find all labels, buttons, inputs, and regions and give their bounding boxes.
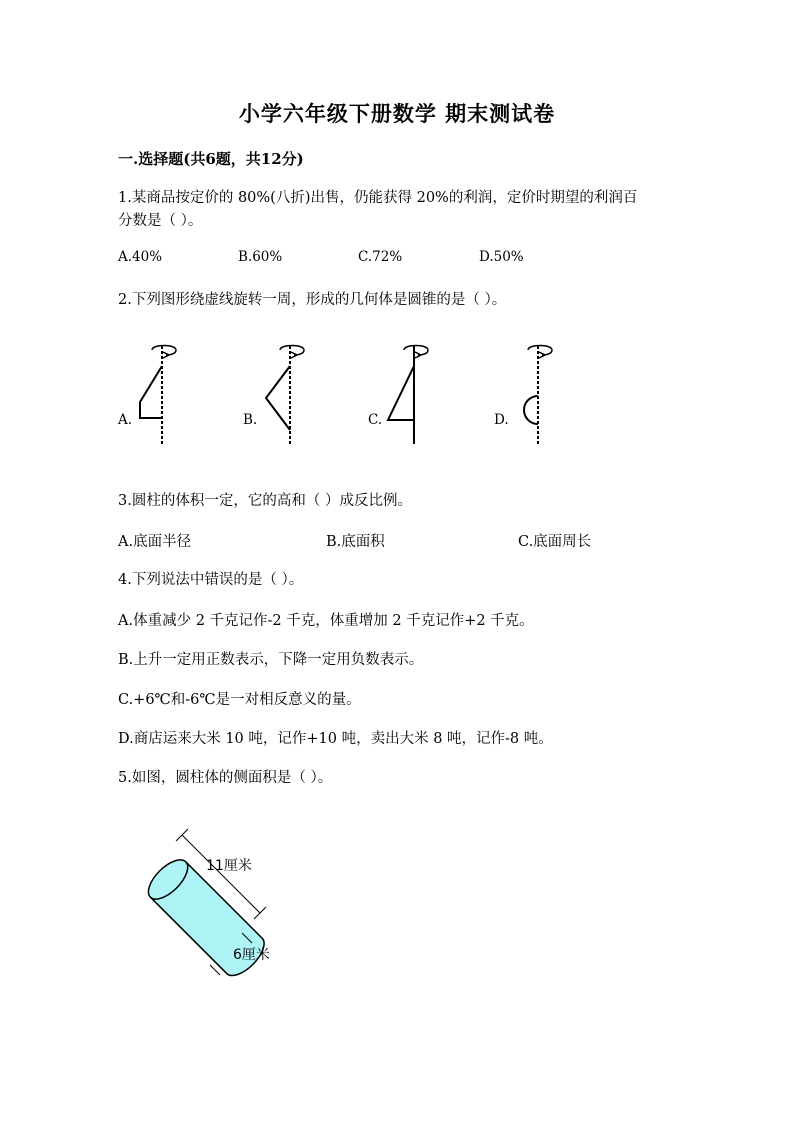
question-5-text: 5.如图，圆柱体的侧面积是（ ）。 [118, 770, 333, 786]
question-3-option-b[interactable]: B.底面积 [326, 534, 385, 550]
diameter-dimension-mark [210, 965, 220, 975]
question-4-option-b[interactable]: B.上升一定用正数表示，下降一定用负数表示。 [118, 652, 424, 668]
question-4-option-d[interactable]: D.商店运来大米 10 吨，记作+10 吨，卖出大米 8 吨，记作-8 吨。 [118, 731, 553, 747]
figure-d-label: D. [494, 412, 509, 428]
figure-a-label: A. [118, 412, 133, 428]
question-4-text: 4.下列说法中错误的是（ ）。 [118, 572, 304, 588]
question-3-text: 3.圆柱的体积一定，它的高和（ ）成反比例。 [118, 493, 412, 509]
figure-c-label: C. [368, 412, 383, 428]
question-3-option-a[interactable]: A.底面半径 [118, 534, 192, 550]
question-4-option-c[interactable]: C.+6℃和-6℃是一对相反意义的量。 [118, 692, 361, 708]
rotation-figure-c[interactable] [382, 340, 442, 446]
question-1-text-line-2: 分数是（ ）。 [118, 213, 203, 229]
question-1-option-d[interactable]: D.50% [479, 249, 524, 265]
section-heading: 一.选择题(共6题，共12分) [118, 150, 304, 168]
question-4-option-a[interactable]: A.体重减少 2 千克记作-2 千克，体重增加 2 千克记作+2 千克。 [118, 613, 534, 629]
diameter-label: 6厘米 [233, 947, 270, 963]
question-1-option-c[interactable]: C.72% [358, 249, 403, 265]
question-1-option-b[interactable]: B.60% [238, 249, 283, 265]
figure-b-label: B. [243, 412, 258, 428]
question-1-text-line-1: 1.某商品按定价的 80%(八折)出售，仍能获得 20%的利润，定价时期望的利润百 [118, 190, 638, 206]
page-title: 小学六年级下册数学 期末测试卷 [238, 101, 556, 126]
rotation-figure-b[interactable] [258, 340, 318, 446]
rotation-figure-a[interactable] [130, 340, 190, 446]
rotation-figure-d[interactable] [506, 340, 566, 446]
question-2-text: 2.下列图形绕虚线旋转一周，形成的几何体是圆锥的是（ ）。 [118, 292, 507, 308]
question-3-option-c[interactable]: C.底面周长 [518, 534, 592, 550]
length-label: 11厘米 [206, 858, 252, 874]
question-1-option-a[interactable]: A.40% [118, 249, 163, 265]
